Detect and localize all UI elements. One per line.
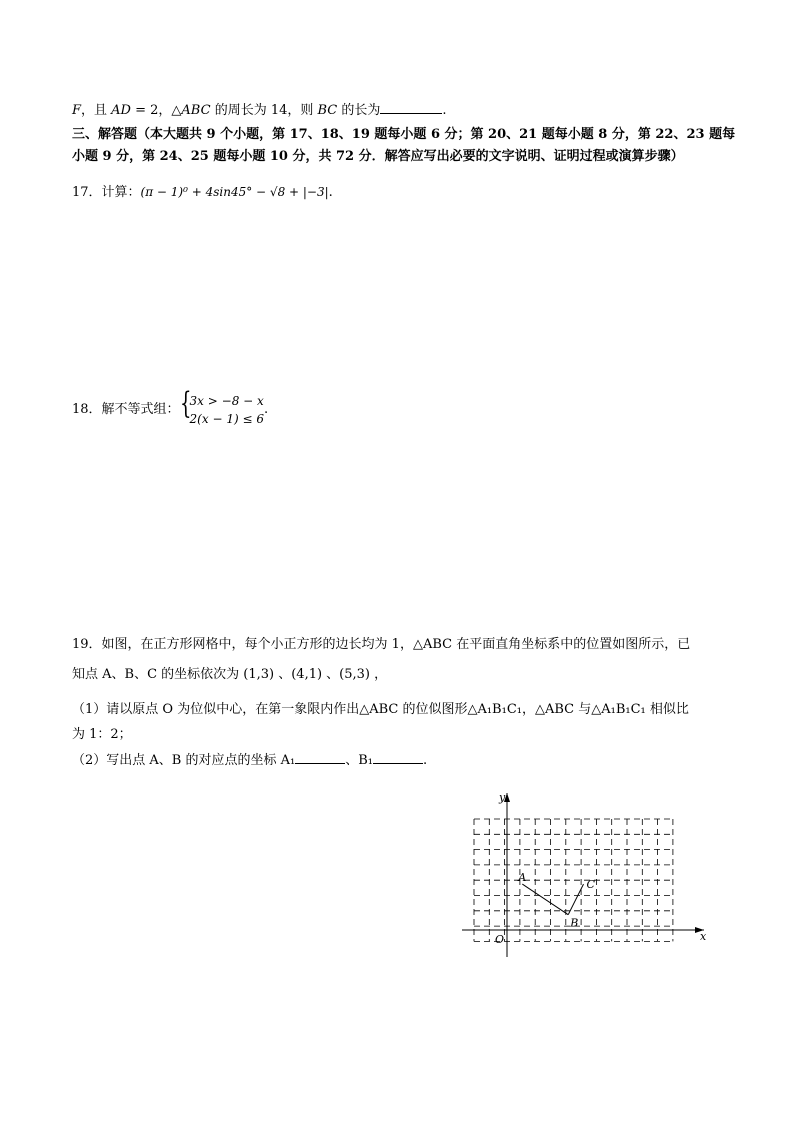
q19-part1-line1: （1）请以原点 O 为位似中心，在第一象限内作出△ABC 的位似图形△A₁B₁C₁，△ABC 与△A₁B₁C₁ 相似比 bbox=[72, 702, 689, 717]
text-seg: = 2，△ bbox=[130, 103, 182, 118]
text-AD: AD bbox=[111, 103, 131, 118]
text-ABC: ABC bbox=[181, 103, 211, 118]
q18-end: . bbox=[263, 402, 269, 417]
answer-blank-q16[interactable] bbox=[380, 100, 442, 114]
inequality-1: 3x > −8 − x bbox=[189, 394, 264, 408]
text-F: F bbox=[72, 103, 82, 118]
point-label-b: B bbox=[570, 916, 579, 930]
text-period: . bbox=[442, 103, 447, 118]
coordinate-grid-figure bbox=[458, 787, 718, 962]
q18 bbox=[72, 386, 269, 429]
answer-blank-B1[interactable] bbox=[373, 750, 423, 764]
point-label-a: A bbox=[518, 871, 527, 885]
inequality-system bbox=[179, 386, 264, 428]
text-seg: 的长为 bbox=[337, 103, 381, 118]
y-axis-label: y bbox=[499, 791, 506, 804]
brace-icon: { bbox=[179, 386, 192, 421]
text-seg: 的周长为 14，则 bbox=[210, 103, 318, 118]
q18-label: 18．解不等式组： bbox=[72, 402, 180, 417]
segment-ab bbox=[522, 884, 568, 915]
x-axis-label: x bbox=[700, 930, 707, 943]
q17 bbox=[72, 183, 333, 202]
text-BC: BC bbox=[317, 103, 338, 118]
answer-blank-A1[interactable] bbox=[295, 750, 345, 764]
q19-part2-pre: （2）写出点 A、B 的对应点的坐标 A₁ bbox=[72, 753, 296, 768]
q17-label: 17．计算： bbox=[72, 185, 141, 200]
q19-line1: 19．如图，在正方形网格中，每个小正方形的边长均为 1，△ABC 在平面直角坐标系中的位置如图所示，已 bbox=[72, 637, 691, 652]
q19-part2 bbox=[72, 750, 427, 770]
q17-end: . bbox=[328, 185, 333, 200]
point-label-c: C bbox=[586, 878, 595, 892]
q19-part2-end: . bbox=[422, 753, 428, 768]
q19-part2-mid: 、B₁ bbox=[345, 753, 373, 768]
figure-labels bbox=[495, 791, 707, 946]
q19-line2: 知点 A、B、C 的坐标依次为 (1,3) 、(4,1) 、(5,3) ， bbox=[72, 667, 388, 682]
text-seg: ，且 bbox=[81, 103, 112, 118]
section3-heading-line2: 小题 9 分，第 24、25 题每小题 10 分，共 72 分．解答应写出必要的文字说明、证明过程或演算步骤） bbox=[72, 149, 684, 164]
origin-label: O bbox=[495, 933, 505, 946]
q16-tail-line bbox=[72, 100, 447, 120]
section3-heading-line1: 三、解答题（本大题共 9 个小题，第 17、18、19 题每小题 6 分；第 20、21 题每小题 8 分，第 22、23 题每 bbox=[72, 127, 736, 142]
q19-part1-line2: 为 1：2； bbox=[72, 727, 132, 742]
inequality-2: 2(x − 1) ≤ 6 bbox=[189, 412, 264, 426]
q17-expression: (π − 1)⁰ + 4sin45° − √8 + |−3| bbox=[140, 185, 329, 199]
triangle-abc bbox=[522, 884, 583, 915]
